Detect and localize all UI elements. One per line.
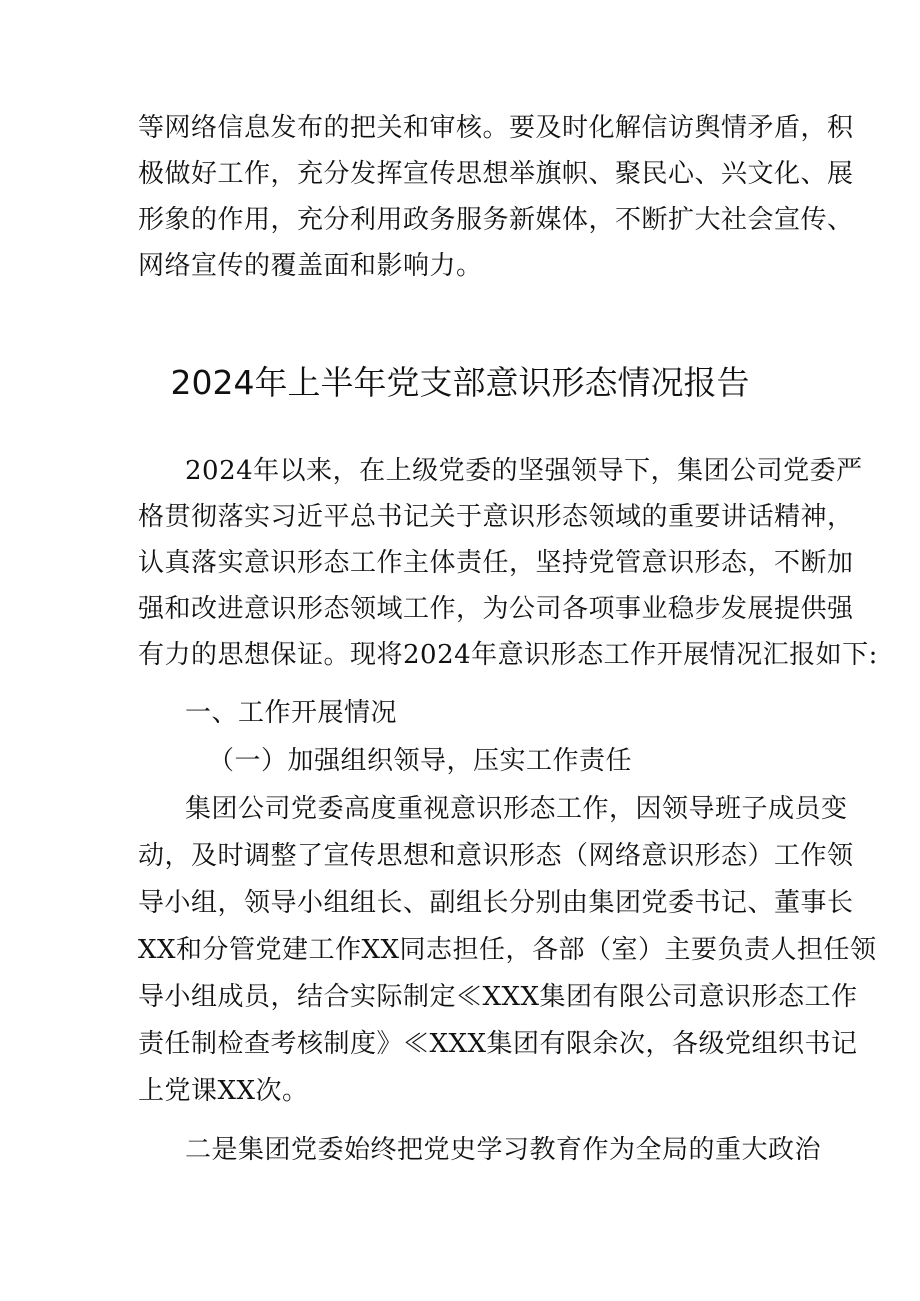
opening-paragraph-line-1: 2024年以来，在上级党委的坚强领导下，集团公司党委严: [185, 456, 863, 486]
intro-paragraph-line-3: 形象的作用，充分利用政务服务新媒体，不断扩大社会宣传、: [138, 205, 854, 235]
opening-paragraph-line-3: 认真落实意识形态工作主体责任，坚持党管意识形态，不断加: [138, 548, 854, 578]
body-paragraph-line-6: 责任制检查考核制度》≪XXX集团有限余次，各级党组织书记: [138, 1029, 858, 1059]
body-paragraph-line-5: 导小组成员，结合实际制定≪XXX集团有限公司意识形态工作: [138, 982, 858, 1012]
report-title: 2024年上半年党支部意识形态情况报告: [170, 363, 750, 402]
section-heading: 一、工作开展情况: [185, 698, 398, 728]
opening-paragraph-line-4: 强和改进意识形态领域工作，为公司各项事业稳步发展提供强: [138, 594, 854, 624]
body-paragraph-line-4: XX和分管党建工作XX同志担任，各部（室）主要负责人担任领: [138, 935, 877, 965]
body-paragraph-line-2: 动，及时调整了宣传思想和意识形态（网络意识形态）工作领: [138, 841, 854, 871]
intro-paragraph-line-4: 网络宣传的覆盖面和影响力。: [138, 251, 483, 281]
body-paragraph-line-7: 上党课XX次。: [138, 1076, 309, 1106]
subsection-heading: （一）加强组织领导，压实工作责任: [208, 746, 633, 776]
intro-paragraph-line-1: 等网络信息发布的把关和审核。要及时化解信访舆情矛盾，积: [138, 113, 854, 143]
opening-paragraph-line-5: 有力的思想保证。现将2024年意识形态工作开展情况汇报如下:: [138, 640, 878, 670]
opening-paragraph-line-2: 格贯彻落实习近平总书记关于意识形态领域的重要讲话精神，: [138, 502, 854, 532]
body-paragraph-line-1: 集团公司党委高度重视意识形态工作，因领导班子成员变: [185, 794, 848, 824]
body-paragraph-line-3: 导小组，领导小组组长、副组长分别由集团党委书记、董事长: [138, 888, 854, 918]
closing-paragraph-line-1: 二是集团党委始终把党史学习教育作为全局的重大政治: [185, 1135, 822, 1165]
intro-paragraph-line-2: 极做好工作，充分发挥宣传思想举旗帜、聚民心、兴文化、展: [138, 159, 854, 189]
